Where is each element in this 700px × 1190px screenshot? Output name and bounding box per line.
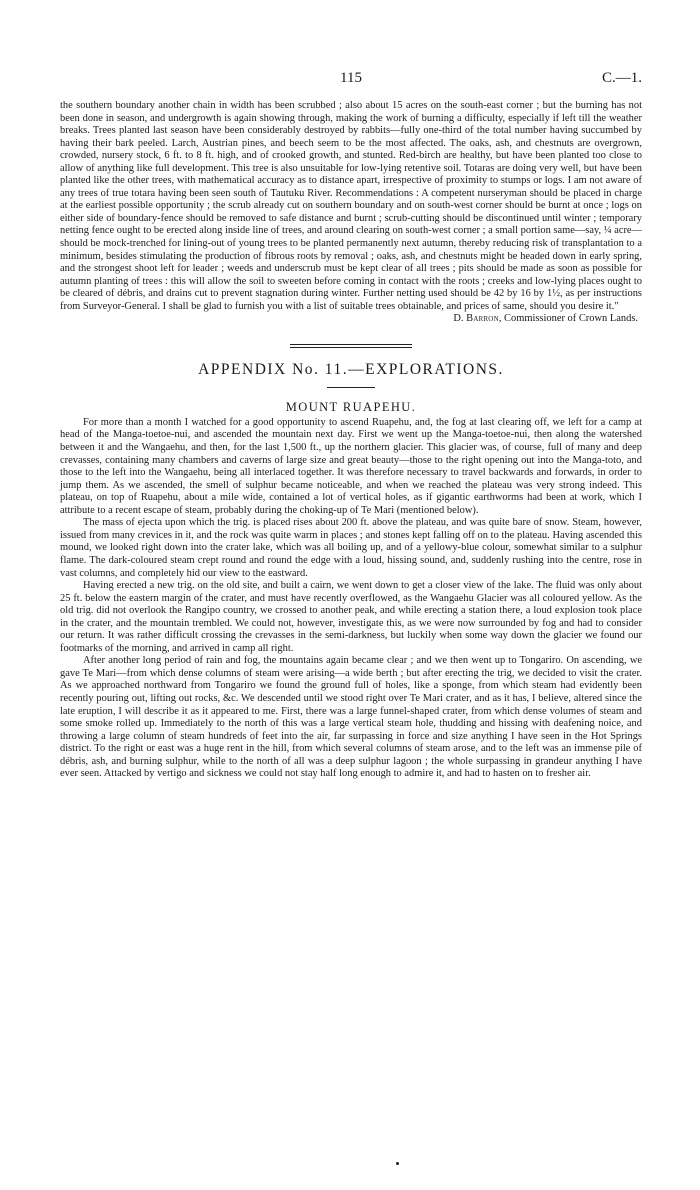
signature-prefix: D. bbox=[453, 313, 467, 325]
short-divider bbox=[327, 387, 375, 388]
signature-name: Barron bbox=[466, 313, 499, 325]
paragraph: For more than a month I watched for a good opportunity to ascend Ruapehu, and, the fog at last clearing off, we left for a camp at head of the Manga-toetoe-nui, and ascended the mountain next day. First we went up the Manga-toetoe-nui, then along the watershed between it and the Wangaehu, and then, for the last 1,500 ft., up the northern glacier. This glacier was, of course, full of many and deep crevasses, containing many chambers and caverns of large size and great beauty—those to the right opening out into the Manga-toto, and those to the left into the Wangaehu, being all interlaced together. It was therefore necessary to travel backwards and forwards, in order to jump them. As we ascended, the smell of sulphur became noticeable, and when we reached the plateau was very strong indeed. This plateau, on top of Ruapehu, about a mile wide, contained a lot of vertical holes, as if gigantic earthworms had been at work, which I attribute to a recent escape of steam, probably during the choking-up of Te Mari (mentioned below). bbox=[60, 416, 642, 516]
appendix-heading: APPENDIX No. 11.—EXPLORATIONS. bbox=[198, 360, 504, 378]
paragraph: After another long period of rain and fog, the mountains again became clear ; and we then went up to Tongariro. On ascending, we gave Te Mari—from which dense columns of steam were arising—a wide berth ; but after erecting the trig, we decided to visit the crater. As we approached northward from Tongariro we found the ground full of holes, like a sponge, from which steam had evidently been recently pouring out, lifting out rocks, &c. We descended until we stood right over Te Mari crater, and as it has, I believe, altered since the late eruption, I will describe it as it appeared to me. First, there was a large funnel-shaped crater, from which dense volumes of steam and some smoke rolled up. Immediately to the north of this was a large vertical steam hole, thudding and hissing with deafening noice, and throwing a large column of steam hundreds of feet into the air, far surpassing in force and size anything I have seen in the Hot Springs district. To the right or east was a huge rent in the hill, from which several columns of steam arose, and to the left was an immense pile of débris, ash, and burning sulphur, while to the north of all was a deep sulphur lagoon ; the whole surpassing in grandeur anything I have ever seen. Attacked by vertigo and sickness we could not stay half long enough to admire it, and had to hasten on to fresher air. bbox=[60, 655, 642, 780]
divider-line bbox=[290, 347, 412, 348]
body-text bbox=[60, 100, 642, 781]
document-page bbox=[60, 0, 642, 780]
page-number: 115 bbox=[340, 70, 362, 86]
page-header bbox=[60, 0, 642, 86]
section-divider bbox=[290, 344, 412, 348]
intro-paragraph: the southern boundary another chain in width has been scrubbed ; also about 15 acres on the south-east corner ; but the burning has not been done in season, and undergrowth is again showing through, making the work of burning a difficulty, especially if left till the weather breaks. Trees planted last season have been considerably destroyed by rabbits—fully one-third of the total number having succumbed by having their bark peeled. Larch, Austrian pines, and beech seem to be the most affected. The oaks, ash, and chestnuts are overgrown, crowded, nursery stock, 6 ft. to 8 ft. high, and of crooked growth, and stunted. Red-birch are healthy, but have been planted too close to allow of anything like full development. This tree is also unsuitable for low-lying retentive soil. Totaras are doing very well, but have been planted like the other trees, with mathematical accuracy as to distance apart, irrespective of proximity to stumps or logs. I am not aware of any trees of true totara having been seen south of Tautuku River. Recommendations : A competent nurseryman should be placed in charge at the earliest possible opportunity ; the scrub already cut on southern boundary and on south-west corner should be burnt at once ; logs on either side of boundary-fence should be removed to safe distance and burnt ; scrub-cutting should be discontinued until winter ; temporary netting fence ought to be erected along inside line of trees, and around clearing on south-west corner ; a small portion same—say, ¼ acre—should be mock-trenched for lining-out of young trees to be planted permanently next autumn, thereby reducing risk of transplantation to a minimum, besides stimulating the production of fibrous roots by removal ; oaks, ash, and chestnuts might be headed down in early spring, and the strongest shoot left for leader ; weeds and underscrub must be kept clear of all trees ; pits should be made as soon as possible for autumn planting of trees : this will allow the soil to sweeten before coming in contact with the roots ; creeks and low-lying places ought to be cleared of débris, and drains cut to prevent stagnation during winter. Further netting used should be 42 by 16 by 1½, as per instructions from Surveyor-General. I shall be glad to furnish you with a list of suitable trees obtainable, and prices of same, should you desire it." bbox=[60, 100, 642, 312]
signature bbox=[60, 313, 642, 326]
page-mark-dot bbox=[396, 1162, 399, 1165]
signature-title: , Commissioner of Crown Lands. bbox=[498, 313, 638, 325]
document-code: C.—1. bbox=[601, 70, 642, 86]
paragraph: Having erected a new trig. on the old site, and built a cairn, we went down to get a closer view of the lake. The fluid was only about 25 ft. below the eastern margin of the crater, and must have recently overflowed, as the Wangaehu Glacier was all coloured yellow. As the old trig. did not overlook the Rangipo country, we crossed to another peak, and while erecting a station there, a loud explosion took place in the crater, and the mountain trembled. We could not, however, investigate this, as we were now surrounded by fog and had to consider our return. It was rather difficult crossing the crevasses in the semi-darkness, but luckily when some way down the glacier we found our footmarks of the morning, and arrived in camp all right. bbox=[60, 580, 642, 654]
divider-line bbox=[290, 344, 412, 345]
section-heading: MOUNT RUAPEHU. bbox=[285, 400, 417, 415]
paragraph: The mass of ejecta upon which the trig. is placed rises about 200 ft. above the plateau, and was quite bare of snow. Steam, however, issued from many crevices in it, and the rock was quite warm in places ; and stones kept falling off on to the plateau. Having ascended this mound, we looked right down into the crater lake, which was all boiling up, and of a yellowy-blue colour, somewhat similar to a sulphur flame. The dark-coloured steam crept round and round the edge with a loud, hissing sound, and, suddenly rushing into the centre, rose in vast columns, and completely hid our view to the eastward. bbox=[60, 517, 642, 579]
